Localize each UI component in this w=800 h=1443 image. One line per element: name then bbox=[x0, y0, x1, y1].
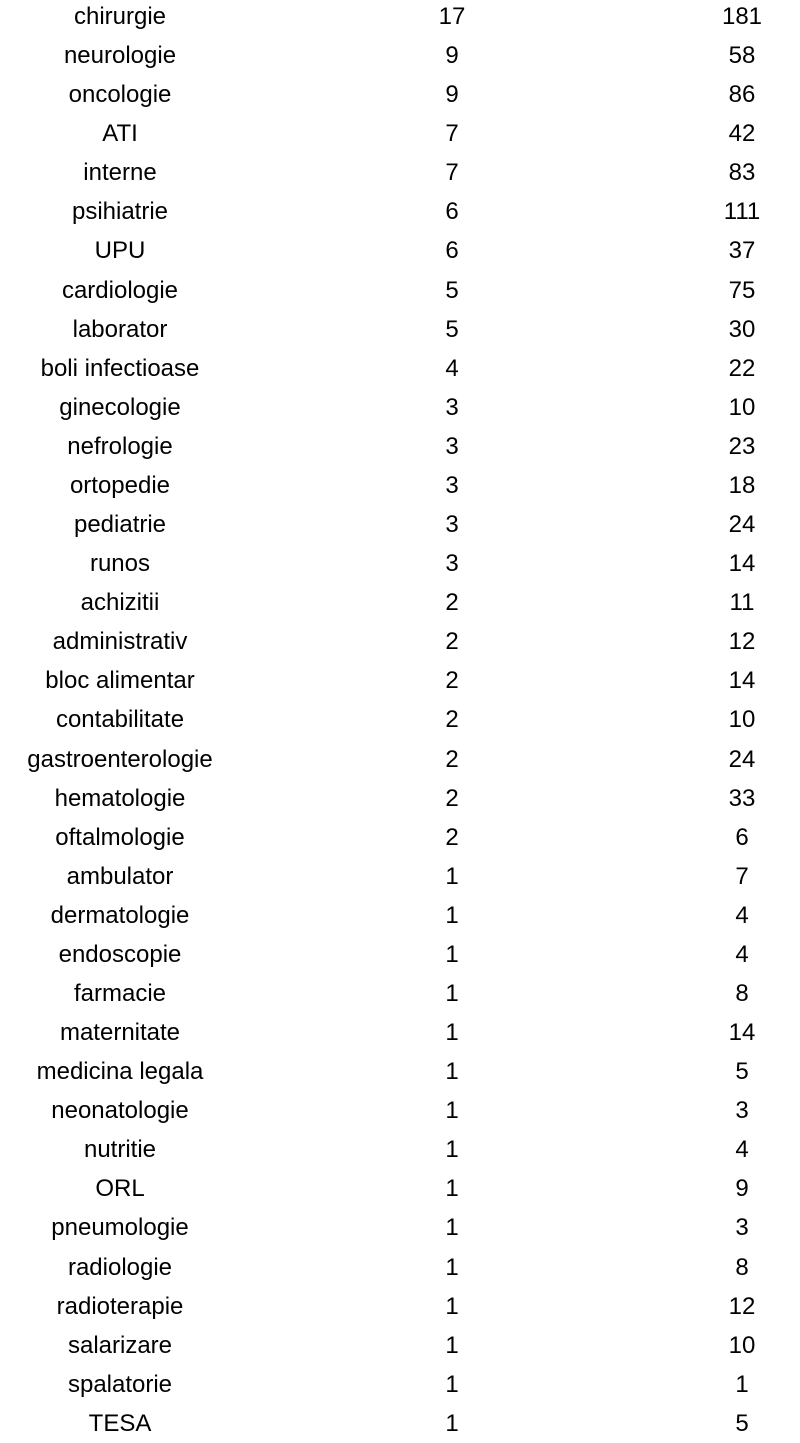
department-name: administrativ bbox=[52, 628, 188, 656]
count-value: 3 bbox=[445, 471, 459, 499]
department-name: boli infectioase bbox=[40, 354, 200, 382]
department-name: pneumologie bbox=[51, 1214, 189, 1242]
count-value: 1 bbox=[445, 1019, 459, 1047]
count-value: 2 bbox=[445, 823, 459, 851]
count-value: 2 bbox=[445, 706, 459, 734]
department-name: achizitii bbox=[80, 589, 160, 617]
department-name: ORL bbox=[95, 1175, 145, 1203]
count-value: 2 bbox=[445, 628, 459, 656]
total-value: 9 bbox=[735, 1175, 749, 1203]
department-name: salarizare bbox=[67, 1331, 173, 1359]
count-value: 1 bbox=[445, 901, 459, 929]
table-row bbox=[0, 662, 800, 700]
total-value: 10 bbox=[728, 393, 756, 421]
table-row bbox=[0, 232, 800, 270]
department-name: psihiatrie bbox=[71, 198, 169, 226]
total-value: 18 bbox=[728, 471, 756, 499]
count-value: 4 bbox=[445, 354, 459, 382]
table-row bbox=[0, 154, 800, 192]
count-value: 1 bbox=[445, 1331, 459, 1359]
total-value: 42 bbox=[728, 120, 756, 148]
table-row bbox=[0, 193, 800, 231]
department-name: interne bbox=[83, 159, 157, 187]
department-name: nutritie bbox=[83, 1136, 157, 1164]
department-name: chirurgie bbox=[73, 3, 167, 30]
table-row bbox=[0, 37, 800, 75]
table-row bbox=[0, 1053, 800, 1091]
department-name: medicina legala bbox=[36, 1058, 204, 1086]
count-value: 6 bbox=[445, 237, 459, 265]
department-name: ortopedie bbox=[69, 471, 171, 499]
count-value: 1 bbox=[445, 1409, 459, 1437]
count-value: 1 bbox=[445, 1097, 459, 1125]
department-name: ambulator bbox=[66, 862, 174, 890]
count-value: 2 bbox=[445, 745, 459, 773]
table-row bbox=[0, 545, 800, 583]
count-value: 2 bbox=[445, 784, 459, 812]
department-name: cardiologie bbox=[61, 276, 179, 304]
total-value: 3 bbox=[735, 1097, 749, 1125]
total-value: 4 bbox=[735, 1136, 749, 1164]
department-name: ATI bbox=[102, 120, 138, 148]
total-value: 4 bbox=[735, 940, 749, 968]
department-name: neonatologie bbox=[51, 1097, 189, 1125]
table-row bbox=[0, 350, 800, 388]
table-row bbox=[0, 428, 800, 466]
total-value: 8 bbox=[735, 1253, 749, 1281]
count-value: 2 bbox=[445, 589, 459, 617]
total-value: 4 bbox=[735, 901, 749, 929]
total-value: 181 bbox=[721, 3, 763, 30]
count-value: 1 bbox=[445, 1175, 459, 1203]
table-row bbox=[0, 858, 800, 896]
total-value: 23 bbox=[728, 432, 756, 460]
total-value: 8 bbox=[735, 980, 749, 1007]
table-row bbox=[0, 467, 800, 505]
table-row bbox=[0, 1092, 800, 1130]
count-value: 1 bbox=[445, 1136, 459, 1164]
total-value: 5 bbox=[735, 1409, 749, 1437]
department-name: pediatrie bbox=[73, 511, 167, 539]
count-value: 3 bbox=[445, 550, 459, 578]
count-value: 2 bbox=[445, 667, 459, 695]
total-value: 3 bbox=[735, 1214, 749, 1242]
table-row bbox=[0, 389, 800, 427]
total-value: 12 bbox=[728, 1292, 756, 1320]
total-value: 11 bbox=[729, 589, 755, 617]
department-name: UPU bbox=[94, 237, 146, 265]
count-value: 7 bbox=[445, 120, 459, 148]
count-value: 3 bbox=[445, 511, 459, 539]
count-value: 7 bbox=[445, 159, 459, 187]
department-name: radioterapie bbox=[56, 1292, 184, 1320]
count-value: 3 bbox=[445, 393, 459, 421]
total-value: 30 bbox=[728, 315, 756, 343]
department-name: oncologie bbox=[68, 81, 172, 109]
table-row bbox=[0, 936, 800, 974]
count-value: 5 bbox=[445, 276, 459, 304]
department-name: nefrologie bbox=[67, 432, 173, 460]
count-value: 1 bbox=[445, 862, 459, 890]
total-value: 86 bbox=[728, 81, 756, 109]
table-row bbox=[0, 701, 800, 739]
total-value: 1 bbox=[735, 1370, 749, 1398]
table-row bbox=[0, 975, 800, 1013]
department-name: oftalmologie bbox=[55, 823, 185, 851]
total-value: 111 bbox=[723, 198, 761, 226]
count-value: 1 bbox=[445, 1370, 459, 1398]
table-row bbox=[0, 506, 800, 544]
count-value: 6 bbox=[445, 198, 459, 226]
total-value: 14 bbox=[728, 1019, 756, 1047]
table-row bbox=[0, 0, 800, 36]
department-name: dermatologie bbox=[50, 901, 190, 929]
table-row bbox=[0, 1170, 800, 1208]
count-value: 1 bbox=[445, 1058, 459, 1086]
department-name: laborator bbox=[72, 315, 168, 343]
count-value: 1 bbox=[445, 1292, 459, 1320]
total-value: 5 bbox=[735, 1058, 749, 1086]
department-name: farmacie bbox=[73, 980, 167, 1007]
total-value: 37 bbox=[728, 237, 756, 265]
total-value: 24 bbox=[728, 745, 756, 773]
department-name: neurologie bbox=[63, 42, 177, 70]
count-value: 9 bbox=[445, 42, 459, 70]
department-name: runos bbox=[89, 550, 151, 578]
total-value: 6 bbox=[735, 823, 749, 851]
department-name: spalatorie bbox=[67, 1370, 173, 1398]
total-value: 75 bbox=[728, 276, 756, 304]
count-value: 1 bbox=[445, 1253, 459, 1281]
count-value: 1 bbox=[445, 980, 459, 1007]
table-row bbox=[0, 1288, 800, 1326]
table-row bbox=[0, 76, 800, 114]
count-value: 17 bbox=[438, 3, 466, 30]
count-value: 9 bbox=[445, 81, 459, 109]
table-row bbox=[0, 1327, 800, 1365]
table-row bbox=[0, 1366, 800, 1404]
total-value: 7 bbox=[735, 862, 749, 890]
count-value: 5 bbox=[445, 315, 459, 343]
table-row bbox=[0, 1131, 800, 1169]
total-value: 10 bbox=[728, 706, 756, 734]
table-row bbox=[0, 1014, 800, 1052]
department-name: maternitate bbox=[59, 1019, 181, 1047]
department-name: TESA bbox=[88, 1409, 152, 1437]
table-row bbox=[0, 741, 800, 779]
count-value: 1 bbox=[445, 1214, 459, 1242]
table-row bbox=[0, 115, 800, 153]
table-row bbox=[0, 897, 800, 935]
count-value: 1 bbox=[445, 940, 459, 968]
table-row bbox=[0, 780, 800, 818]
department-name: hematologie bbox=[54, 784, 186, 812]
total-value: 58 bbox=[728, 42, 756, 70]
department-name: endoscopie bbox=[58, 940, 182, 968]
total-value: 24 bbox=[728, 511, 756, 539]
department-name: ginecologie bbox=[59, 393, 181, 421]
table-row bbox=[0, 1405, 800, 1443]
table-row bbox=[0, 311, 800, 349]
total-value: 10 bbox=[728, 1331, 756, 1359]
department-name: contabilitate bbox=[55, 706, 185, 734]
table-row bbox=[0, 272, 800, 310]
department-name: bloc alimentar bbox=[45, 667, 195, 695]
total-value: 33 bbox=[728, 784, 756, 812]
total-value: 83 bbox=[728, 159, 756, 187]
total-value: 14 bbox=[728, 550, 756, 578]
total-value: 12 bbox=[728, 628, 756, 656]
department-name: gastroenterologie bbox=[27, 745, 213, 773]
table-row bbox=[0, 584, 800, 622]
table-row bbox=[0, 819, 800, 857]
department-name: radiologie bbox=[67, 1253, 173, 1281]
table-row bbox=[0, 623, 800, 661]
count-value: 3 bbox=[445, 432, 459, 460]
total-value: 14 bbox=[728, 667, 756, 695]
table-row bbox=[0, 1209, 800, 1247]
table-row bbox=[0, 1249, 800, 1287]
total-value: 22 bbox=[728, 354, 756, 382]
